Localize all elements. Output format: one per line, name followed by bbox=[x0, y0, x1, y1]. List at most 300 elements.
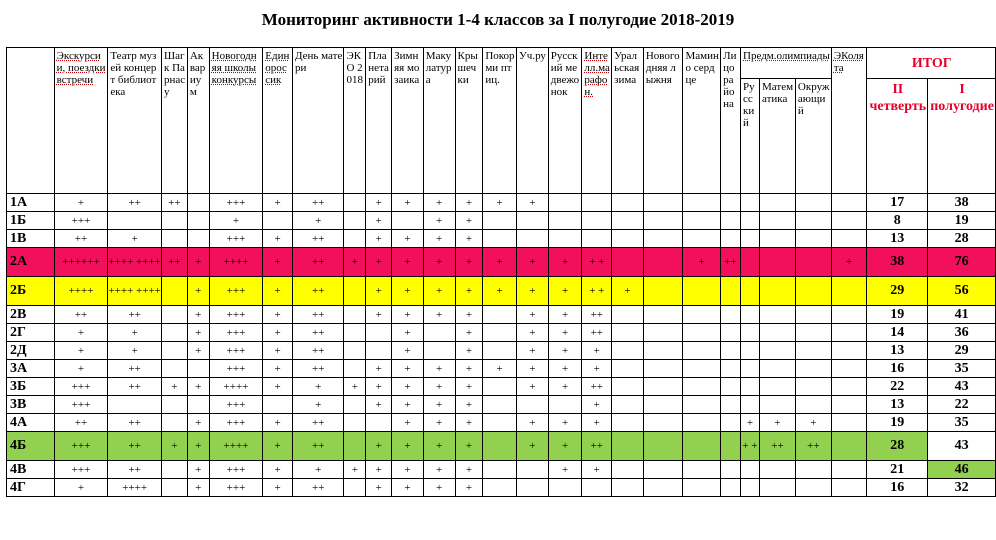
table-cell: + bbox=[392, 230, 424, 248]
column-header bbox=[612, 48, 644, 194]
table-cell: ++++ ++++ bbox=[108, 248, 162, 277]
table-cell: ++ bbox=[292, 414, 343, 432]
table-cell: + bbox=[108, 230, 162, 248]
table-cell: ++ bbox=[292, 306, 343, 324]
table-cell: + bbox=[455, 360, 483, 378]
table-cell: ++++ bbox=[209, 248, 263, 277]
table-cell: + bbox=[423, 230, 455, 248]
table-cell bbox=[760, 194, 796, 212]
table-cell bbox=[612, 414, 644, 432]
itog-header: ИТОГ bbox=[867, 48, 996, 79]
table-cell: + bbox=[423, 212, 455, 230]
table-row bbox=[7, 194, 996, 212]
table-cell: + bbox=[187, 479, 209, 497]
row-label: 3Б bbox=[7, 378, 55, 396]
monitoring-table bbox=[6, 47, 996, 497]
table-cell bbox=[161, 342, 187, 360]
table-cell bbox=[517, 212, 549, 230]
table-cell bbox=[643, 396, 683, 414]
table-cell: + bbox=[54, 479, 108, 497]
row-label: 2Б bbox=[7, 277, 55, 306]
table-cell bbox=[831, 432, 867, 461]
table-cell: + bbox=[344, 248, 366, 277]
table-cell bbox=[683, 432, 721, 461]
column-header bbox=[582, 48, 612, 194]
table-cell bbox=[683, 479, 721, 497]
table-cell bbox=[483, 396, 517, 414]
table-cell bbox=[741, 360, 760, 378]
table-cell bbox=[483, 230, 517, 248]
table-cell bbox=[795, 461, 831, 479]
table-cell: + bbox=[263, 432, 293, 461]
column-header bbox=[54, 48, 108, 194]
table-cell: + bbox=[344, 461, 366, 479]
table-cell: + bbox=[423, 378, 455, 396]
table-cell bbox=[612, 324, 644, 342]
table-cell: ++ bbox=[161, 194, 187, 212]
table-cell bbox=[683, 378, 721, 396]
table-cell: + bbox=[187, 432, 209, 461]
table-cell: +++ bbox=[209, 306, 263, 324]
table-cell: + bbox=[263, 230, 293, 248]
table-cell: + bbox=[548, 378, 582, 396]
table-cell: + bbox=[366, 360, 392, 378]
table-cell: + bbox=[423, 248, 455, 277]
itog-quarter-cell: 14 bbox=[867, 324, 928, 342]
table-row bbox=[7, 360, 996, 378]
table-cell: + bbox=[455, 414, 483, 432]
table-cell bbox=[643, 277, 683, 306]
table-cell bbox=[161, 324, 187, 342]
table-cell: + bbox=[392, 479, 424, 497]
table-cell bbox=[741, 230, 760, 248]
column-header-label: Аквариум bbox=[189, 50, 206, 98]
itog-half-cell: 41 bbox=[928, 306, 996, 324]
table-cell bbox=[263, 212, 293, 230]
table-cell bbox=[483, 324, 517, 342]
table-cell bbox=[643, 324, 683, 342]
eco-header bbox=[831, 48, 867, 194]
itog-subheader: II четверть bbox=[867, 79, 928, 194]
table-cell: + bbox=[760, 414, 796, 432]
column-header-label: Макулатура bbox=[425, 50, 452, 86]
table-cell bbox=[741, 396, 760, 414]
table-cell bbox=[483, 479, 517, 497]
table-row bbox=[7, 461, 996, 479]
table-cell bbox=[795, 342, 831, 360]
table-cell bbox=[548, 479, 582, 497]
table-cell bbox=[795, 396, 831, 414]
table-cell bbox=[683, 396, 721, 414]
table-row bbox=[7, 324, 996, 342]
table-row bbox=[7, 396, 996, 414]
table-cell: + bbox=[366, 479, 392, 497]
table-cell bbox=[366, 342, 392, 360]
table-cell: + bbox=[263, 360, 293, 378]
table-cell bbox=[795, 277, 831, 306]
table-cell bbox=[831, 360, 867, 378]
table-cell: +++ bbox=[209, 277, 263, 306]
table-cell: ++ bbox=[161, 248, 187, 277]
table-cell: + bbox=[548, 342, 582, 360]
table-cell: + bbox=[392, 360, 424, 378]
table-cell: ++ bbox=[108, 414, 162, 432]
itog-quarter-cell: 16 bbox=[867, 479, 928, 497]
table-cell: + bbox=[187, 324, 209, 342]
table-cell bbox=[612, 306, 644, 324]
table-cell: + bbox=[423, 461, 455, 479]
table-cell: ++ bbox=[292, 277, 343, 306]
column-header-label: Уч.ру bbox=[519, 50, 546, 62]
table-cell bbox=[795, 479, 831, 497]
table-cell: ++ bbox=[582, 324, 612, 342]
column-header-label: Экскурсии, поездки встречи bbox=[56, 50, 106, 86]
table-cell: +++ bbox=[54, 396, 108, 414]
table-cell bbox=[612, 479, 644, 497]
olympiad-header bbox=[741, 48, 832, 79]
column-header-label: Уральская зима bbox=[614, 50, 640, 86]
table-cell: + bbox=[517, 360, 549, 378]
column-header bbox=[483, 48, 517, 194]
table-cell: + bbox=[392, 277, 424, 306]
itog-quarter-cell: 13 bbox=[867, 342, 928, 360]
table-cell: + bbox=[517, 194, 549, 212]
table-cell: + bbox=[366, 230, 392, 248]
table-cell bbox=[344, 360, 366, 378]
table-cell: + bbox=[455, 378, 483, 396]
table-cell: ++ bbox=[292, 230, 343, 248]
table-cell: + bbox=[455, 248, 483, 277]
table-cell bbox=[831, 277, 867, 306]
table-cell: +++ bbox=[209, 324, 263, 342]
column-header-label: Покорми птиц. bbox=[485, 50, 515, 86]
table-cell bbox=[721, 461, 741, 479]
table-cell: + bbox=[831, 248, 867, 277]
table-cell bbox=[344, 212, 366, 230]
table-cell: ++ bbox=[54, 414, 108, 432]
table-cell bbox=[760, 248, 796, 277]
column-header bbox=[643, 48, 683, 194]
column-header-label: Единороссик bbox=[265, 50, 290, 86]
table-cell: + bbox=[548, 461, 582, 479]
table-cell bbox=[831, 230, 867, 248]
itog-half-cell: 36 bbox=[928, 324, 996, 342]
column-header bbox=[108, 48, 162, 194]
table-cell: + bbox=[517, 378, 549, 396]
table-cell: + bbox=[366, 306, 392, 324]
table-cell bbox=[760, 277, 796, 306]
table-cell: + bbox=[392, 248, 424, 277]
table-row bbox=[7, 277, 996, 306]
table-cell bbox=[721, 360, 741, 378]
table-cell bbox=[483, 212, 517, 230]
table-cell bbox=[612, 432, 644, 461]
table-cell bbox=[344, 342, 366, 360]
olympiad-subheader: Окружающий bbox=[795, 79, 831, 194]
table-cell: +++ bbox=[209, 230, 263, 248]
itog-half-cell: 38 bbox=[928, 194, 996, 212]
table-cell: + bbox=[392, 461, 424, 479]
itog-quarter-cell: 19 bbox=[867, 414, 928, 432]
table-cell bbox=[831, 396, 867, 414]
column-header-label: Театр музей концерт библиотека bbox=[110, 50, 157, 98]
table-cell: + bbox=[366, 212, 392, 230]
row-label: 1Б bbox=[7, 212, 55, 230]
table-cell bbox=[643, 378, 683, 396]
table-cell bbox=[760, 378, 796, 396]
table-cell bbox=[741, 479, 760, 497]
itog-half-cell: 19 bbox=[928, 212, 996, 230]
table-cell bbox=[187, 230, 209, 248]
table-cell: + bbox=[455, 324, 483, 342]
table-cell bbox=[683, 277, 721, 306]
table-cell: + bbox=[263, 306, 293, 324]
table-cell: + bbox=[423, 479, 455, 497]
table-cell bbox=[582, 479, 612, 497]
table-cell: + bbox=[455, 277, 483, 306]
table-cell bbox=[741, 324, 760, 342]
table-cell: + bbox=[292, 378, 343, 396]
column-header bbox=[263, 48, 293, 194]
table-cell bbox=[721, 342, 741, 360]
table-cell bbox=[760, 324, 796, 342]
table-cell: ++++ ++++ bbox=[108, 277, 162, 306]
table-cell: +++ bbox=[209, 414, 263, 432]
table-cell bbox=[344, 414, 366, 432]
table-cell: + bbox=[263, 414, 293, 432]
table-cell bbox=[760, 230, 796, 248]
table-cell: + bbox=[263, 461, 293, 479]
itog-quarter-cell: 38 bbox=[867, 248, 928, 277]
table-cell bbox=[517, 230, 549, 248]
table-cell bbox=[741, 461, 760, 479]
table-cell bbox=[612, 194, 644, 212]
column-header bbox=[161, 48, 187, 194]
table-cell: + bbox=[582, 461, 612, 479]
table-cell bbox=[683, 414, 721, 432]
table-cell bbox=[643, 360, 683, 378]
table-cell: + + bbox=[741, 432, 760, 461]
table-cell bbox=[582, 230, 612, 248]
table-cell bbox=[831, 378, 867, 396]
itog-half-cell: 76 bbox=[928, 248, 996, 277]
row-label: 2А bbox=[7, 248, 55, 277]
table-cell: ++++ bbox=[108, 479, 162, 497]
table-cell bbox=[612, 248, 644, 277]
table-cell: + bbox=[392, 432, 424, 461]
table-cell: +++ bbox=[209, 342, 263, 360]
table-cell bbox=[344, 230, 366, 248]
table-cell: ++ bbox=[292, 479, 343, 497]
table-cell bbox=[760, 212, 796, 230]
table-cell bbox=[683, 306, 721, 324]
table-cell: ++ bbox=[721, 248, 741, 277]
table-cell bbox=[795, 230, 831, 248]
table-cell bbox=[831, 194, 867, 212]
table-cell: + bbox=[344, 378, 366, 396]
row-label: 2Д bbox=[7, 342, 55, 360]
table-cell bbox=[721, 230, 741, 248]
table-cell bbox=[161, 360, 187, 378]
table-cell: + bbox=[392, 194, 424, 212]
table-cell: +++ bbox=[54, 378, 108, 396]
table-cell: ++++ bbox=[54, 277, 108, 306]
table-cell bbox=[721, 194, 741, 212]
table-cell bbox=[643, 230, 683, 248]
itog-quarter-cell: 19 bbox=[867, 306, 928, 324]
column-header-label: Мамино сердце bbox=[685, 50, 719, 86]
table-cell: + bbox=[582, 342, 612, 360]
table-cell: ++ bbox=[54, 230, 108, 248]
table-cell bbox=[161, 277, 187, 306]
table-cell: +++ bbox=[209, 461, 263, 479]
table-cell bbox=[483, 306, 517, 324]
table-cell: + + bbox=[582, 277, 612, 306]
table-cell bbox=[517, 479, 549, 497]
table-cell bbox=[483, 342, 517, 360]
column-header bbox=[344, 48, 366, 194]
table-cell: + bbox=[263, 378, 293, 396]
table-cell bbox=[721, 306, 741, 324]
table-cell: + bbox=[455, 306, 483, 324]
column-header bbox=[187, 48, 209, 194]
table-cell: + bbox=[187, 306, 209, 324]
olympiad-subheader: Русский bbox=[741, 79, 760, 194]
table-cell: + bbox=[187, 342, 209, 360]
table-cell bbox=[344, 479, 366, 497]
itog-half-cell: 32 bbox=[928, 479, 996, 497]
table-cell: + bbox=[517, 248, 549, 277]
table-cell: ++ bbox=[292, 194, 343, 212]
table-cell: + bbox=[161, 378, 187, 396]
table-cell: + bbox=[795, 414, 831, 432]
table-cell bbox=[683, 461, 721, 479]
column-header-label: Новогодняя школы конкурсы bbox=[211, 50, 257, 86]
table-cell bbox=[548, 194, 582, 212]
table-cell: + bbox=[263, 248, 293, 277]
table-cell bbox=[582, 194, 612, 212]
table-cell bbox=[187, 212, 209, 230]
table-cell: + bbox=[366, 277, 392, 306]
table-cell: + bbox=[548, 324, 582, 342]
table-row bbox=[7, 342, 996, 360]
table-cell: + bbox=[292, 461, 343, 479]
itog-half-cell: 43 bbox=[928, 378, 996, 396]
table-cell bbox=[831, 324, 867, 342]
table-cell bbox=[741, 306, 760, 324]
table-cell bbox=[643, 248, 683, 277]
table-cell bbox=[161, 479, 187, 497]
table-cell: + bbox=[392, 396, 424, 414]
table-cell: +++ bbox=[209, 396, 263, 414]
row-label: 2Г bbox=[7, 324, 55, 342]
page-title: Мониторинг активности 1-4 классов за I полугодие 2018-2019 bbox=[261, 10, 735, 29]
table-cell: + bbox=[455, 396, 483, 414]
table-cell: + bbox=[423, 277, 455, 306]
table-cell: ++++++ bbox=[54, 248, 108, 277]
table-cell: + bbox=[187, 378, 209, 396]
column-header bbox=[423, 48, 455, 194]
table-cell: + bbox=[366, 461, 392, 479]
table-cell bbox=[683, 212, 721, 230]
table-cell bbox=[721, 479, 741, 497]
table-cell: + bbox=[392, 414, 424, 432]
table-cell bbox=[760, 396, 796, 414]
table-cell bbox=[161, 396, 187, 414]
table-cell: + bbox=[423, 194, 455, 212]
table-cell: + bbox=[366, 432, 392, 461]
table-cell: + bbox=[263, 342, 293, 360]
table-cell: + bbox=[741, 414, 760, 432]
table-cell bbox=[344, 194, 366, 212]
itog-quarter-cell: 22 bbox=[867, 378, 928, 396]
itog-half-cell: 28 bbox=[928, 230, 996, 248]
table-cell bbox=[483, 461, 517, 479]
table-cell bbox=[161, 212, 187, 230]
table-cell: + bbox=[54, 324, 108, 342]
table-cell: ++ bbox=[108, 194, 162, 212]
table-cell: + bbox=[548, 277, 582, 306]
table-cell bbox=[187, 194, 209, 212]
table-cell: + bbox=[292, 396, 343, 414]
column-header bbox=[683, 48, 721, 194]
table-cell bbox=[760, 342, 796, 360]
table-cell: + bbox=[108, 342, 162, 360]
itog-half-cell: 35 bbox=[928, 360, 996, 378]
table-cell bbox=[161, 461, 187, 479]
table-cell: ++ bbox=[760, 432, 796, 461]
table-cell bbox=[683, 230, 721, 248]
olympiad-subheader: Математика bbox=[760, 79, 796, 194]
column-header-label: Планетарий bbox=[368, 50, 389, 86]
table-row bbox=[7, 306, 996, 324]
table-cell bbox=[344, 306, 366, 324]
table-cell bbox=[483, 432, 517, 461]
table-cell bbox=[831, 461, 867, 479]
table-cell bbox=[643, 461, 683, 479]
table-cell bbox=[683, 194, 721, 212]
table-cell: ++ bbox=[292, 324, 343, 342]
table-cell: + bbox=[517, 324, 549, 342]
table-cell: ++ bbox=[582, 378, 612, 396]
table-cell: ++++ bbox=[209, 432, 263, 461]
table-cell: + bbox=[483, 277, 517, 306]
table-cell: + bbox=[582, 396, 612, 414]
row-label: 1А bbox=[7, 194, 55, 212]
table-cell: + bbox=[455, 342, 483, 360]
table-cell: + bbox=[54, 360, 108, 378]
column-header-label: День матери bbox=[294, 50, 343, 74]
table-cell: ++ bbox=[108, 306, 162, 324]
table-cell bbox=[582, 212, 612, 230]
table-cell: + bbox=[582, 414, 612, 432]
table-cell: + bbox=[423, 432, 455, 461]
row-label: 2В bbox=[7, 306, 55, 324]
table-cell: + bbox=[483, 194, 517, 212]
table-cell: + bbox=[366, 396, 392, 414]
table-cell: ++ bbox=[54, 306, 108, 324]
table-cell: + bbox=[54, 194, 108, 212]
table-cell bbox=[161, 414, 187, 432]
table-cell: + bbox=[455, 212, 483, 230]
table-cell: + bbox=[455, 461, 483, 479]
table-cell bbox=[161, 230, 187, 248]
column-header-label: Крышечки bbox=[457, 50, 478, 86]
table-cell: + bbox=[392, 342, 424, 360]
table-cell: + bbox=[683, 248, 721, 277]
table-cell: + bbox=[108, 324, 162, 342]
table-cell bbox=[741, 248, 760, 277]
